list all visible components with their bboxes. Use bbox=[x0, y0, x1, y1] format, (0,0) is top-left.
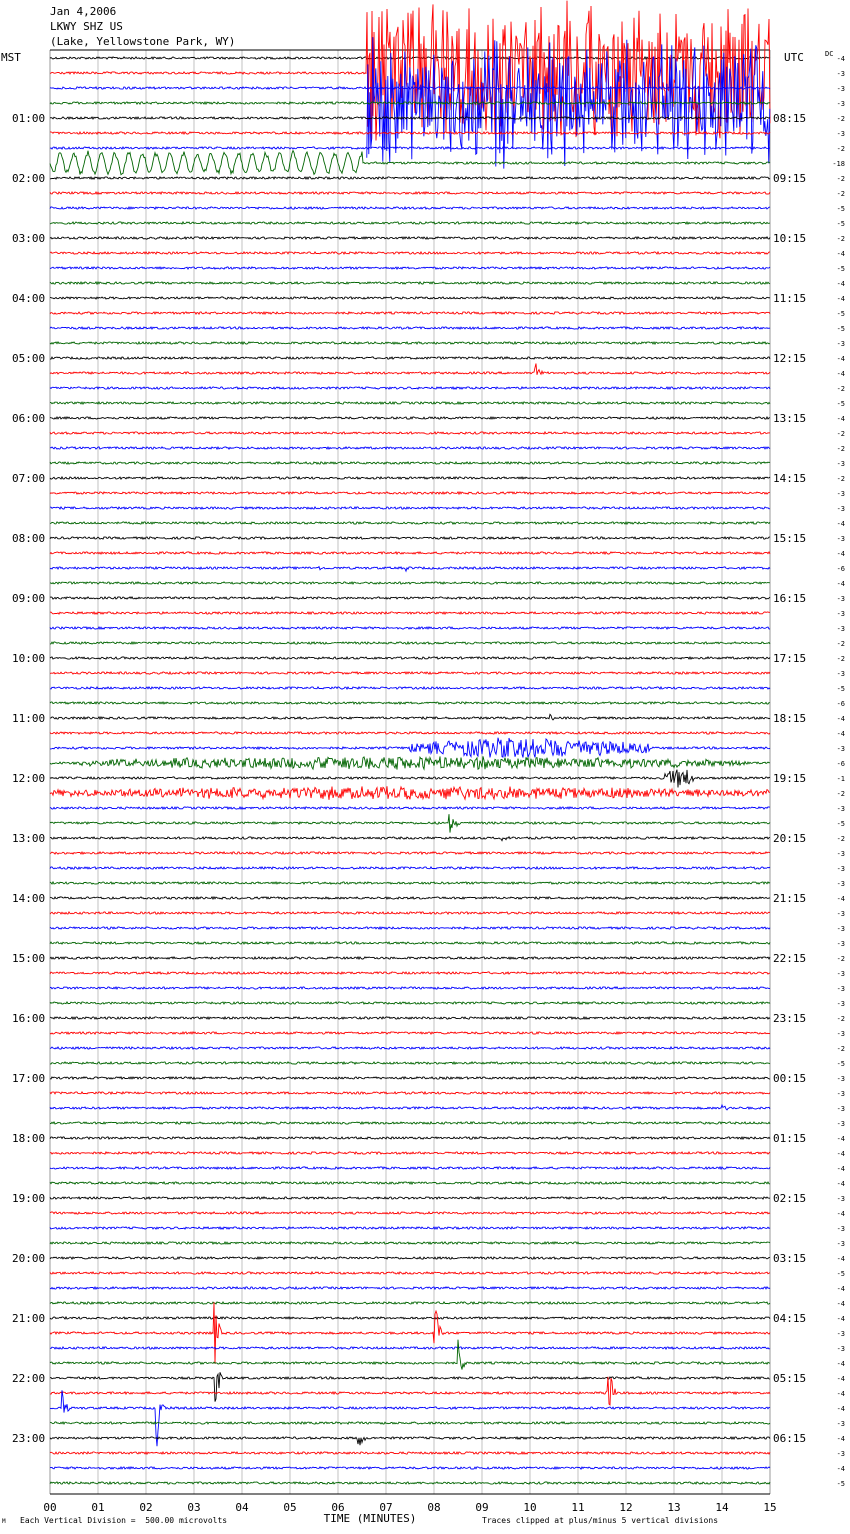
dc-offset-label: -4 bbox=[836, 1375, 845, 1383]
dc-offset-label: -5 bbox=[836, 1480, 845, 1488]
left-tick-label: 23:00 bbox=[12, 1432, 46, 1445]
right-tick-label: 17:15 bbox=[773, 652, 807, 665]
trace-line-11 bbox=[50, 222, 770, 224]
right-tick-label: 21:15 bbox=[773, 892, 807, 905]
dc-offset-label: -3 bbox=[836, 1000, 845, 1008]
trace-line-77 bbox=[50, 1212, 770, 1214]
trace-line-79 bbox=[50, 1242, 770, 1244]
left-tick-label: 09:00 bbox=[12, 592, 46, 605]
dc-offset-label: -3 bbox=[836, 595, 845, 603]
x-tick-label: 12 bbox=[619, 1501, 633, 1514]
dc-offset-label: -3 bbox=[836, 805, 845, 813]
dc-offset-label: -4 bbox=[836, 250, 845, 258]
trace-line-84 bbox=[50, 1317, 770, 1319]
trace-line-56 bbox=[50, 897, 770, 899]
left-tick-label: 12:00 bbox=[12, 772, 46, 785]
right-tick-label: 16:15 bbox=[773, 592, 807, 605]
right-tick-label: 13:15 bbox=[773, 412, 807, 425]
dc-offset-label: -4 bbox=[836, 1255, 845, 1263]
x-tick-label: 00 bbox=[43, 1501, 57, 1514]
left-tick-label: 16:00 bbox=[12, 1012, 46, 1025]
trace-line-58 bbox=[50, 927, 770, 929]
dc-offset-label: -4 bbox=[836, 1165, 845, 1173]
trace-line-66 bbox=[50, 1047, 770, 1049]
dc-offset-label: -4 bbox=[836, 1360, 845, 1368]
trace-line-9 bbox=[50, 192, 770, 194]
x-tick-label: 04 bbox=[235, 1501, 249, 1514]
dc-offset-label: -6 bbox=[836, 760, 845, 768]
trace-line-41 bbox=[50, 672, 770, 674]
dc-offset-label: -18 bbox=[832, 160, 845, 168]
right-tick-label: 00:15 bbox=[773, 1072, 807, 1085]
x-axis-label: TIME (MINUTES) bbox=[323, 1512, 417, 1525]
trace-line-71 bbox=[50, 1122, 770, 1124]
dc-offset-label: -5 bbox=[836, 310, 845, 318]
dc-offset-label: -3 bbox=[836, 1105, 845, 1113]
dc-offset-label: -3 bbox=[836, 1330, 845, 1338]
dc-offset-label: -4 bbox=[836, 415, 845, 423]
dc-offset-label: -3 bbox=[836, 1345, 845, 1353]
trace-line-31 bbox=[50, 522, 770, 524]
dc-offset-label: -3 bbox=[836, 1450, 845, 1458]
trace-line-92 bbox=[50, 1437, 770, 1445]
dc-offset-label: -2 bbox=[836, 235, 845, 243]
trace-line-86 bbox=[50, 1347, 770, 1349]
x-tick-label: 14 bbox=[715, 1501, 729, 1514]
dc-offset-label: -2 bbox=[836, 475, 845, 483]
trace-line-85 bbox=[50, 1302, 770, 1364]
dc-offset-label: -4 bbox=[836, 1315, 845, 1323]
trace-line-7 bbox=[50, 151, 770, 175]
x-tick-label: 06 bbox=[331, 1501, 345, 1514]
trace-line-39 bbox=[50, 642, 770, 644]
trace-line-81 bbox=[50, 1272, 770, 1274]
dc-offset-label: -5 bbox=[836, 1270, 845, 1278]
dc-offset-label: -4 bbox=[836, 1180, 845, 1188]
dc-offset-label: -2 bbox=[836, 835, 845, 843]
dc-offset-label: -3 bbox=[836, 340, 845, 348]
dc-offset-label: -3 bbox=[836, 865, 845, 873]
dc-offset-label: -3 bbox=[836, 1120, 845, 1128]
dc-offset-label: -6 bbox=[836, 700, 845, 708]
right-tick-label: 05:15 bbox=[773, 1372, 807, 1385]
left-tick-label: 15:00 bbox=[12, 952, 46, 965]
dc-offset-label: -3 bbox=[836, 1420, 845, 1428]
dc-offset-label: -2 bbox=[836, 385, 845, 393]
x-tick-label: 08 bbox=[427, 1501, 441, 1514]
trace-line-45 bbox=[50, 732, 770, 734]
right-tick-label: 11:15 bbox=[773, 292, 807, 305]
trace-line-10 bbox=[50, 207, 770, 209]
left-tick-label: 13:00 bbox=[12, 832, 46, 845]
dc-offset-label: -5 bbox=[836, 1060, 845, 1068]
trace-line-67 bbox=[50, 1062, 770, 1064]
trace-line-42 bbox=[50, 687, 770, 689]
trace-line-49 bbox=[50, 786, 770, 800]
dc-offset-label: -3 bbox=[836, 625, 845, 633]
dc-offset-label: -2 bbox=[836, 1015, 845, 1023]
dc-offset-label: -3 bbox=[836, 100, 845, 108]
x-tick-label: 07 bbox=[379, 1501, 393, 1514]
x-tick-label: 02 bbox=[139, 1501, 153, 1514]
right-tick-label: 14:15 bbox=[773, 472, 807, 485]
left-tick-label: 14:00 bbox=[12, 892, 46, 905]
trace-line-12 bbox=[50, 237, 770, 239]
footer-scale-note: Each Vertical Division = 500.00 microvolts bbox=[20, 1516, 228, 1525]
trace-line-14 bbox=[50, 267, 770, 269]
dc-offset-label: -4 bbox=[836, 730, 845, 738]
dc-offset-label: -3 bbox=[836, 940, 845, 948]
dc-offset-label: -4 bbox=[836, 1135, 845, 1143]
trace-line-19 bbox=[50, 342, 770, 344]
trace-line-93 bbox=[50, 1452, 770, 1454]
dc-offset-label: -2 bbox=[836, 640, 845, 648]
trace-line-33 bbox=[50, 552, 770, 554]
dc-offset-label: -3 bbox=[836, 1195, 845, 1203]
right-tick-label: 04:15 bbox=[773, 1312, 807, 1325]
right-tick-label: 09:15 bbox=[773, 172, 807, 185]
dc-offset-label: -3 bbox=[836, 610, 845, 618]
dc-offset-label: -3 bbox=[836, 1090, 845, 1098]
trace-line-36 bbox=[50, 597, 770, 599]
dc-offset-label: -4 bbox=[836, 1390, 845, 1398]
left-tick-label: 20:00 bbox=[12, 1252, 46, 1265]
header-station: LKWY SHZ US bbox=[50, 20, 123, 33]
trace-line-13 bbox=[50, 252, 770, 254]
footer-clip-note: Traces clipped at plus/minus 5 vertical divisions bbox=[482, 1516, 719, 1525]
trace-line-8 bbox=[50, 177, 770, 179]
trace-line-4 bbox=[50, 117, 770, 119]
dc-offset-label: -5 bbox=[836, 265, 845, 273]
dc-offset-label: -2 bbox=[836, 430, 845, 438]
left-tick-label: 21:00 bbox=[12, 1312, 46, 1325]
trace-line-3 bbox=[50, 102, 770, 104]
dc-offset-label: -3 bbox=[836, 970, 845, 978]
x-tick-label: 03 bbox=[187, 1501, 201, 1514]
dc-offset-label: -4 bbox=[836, 1300, 845, 1308]
dc-offset-label: -2 bbox=[836, 655, 845, 663]
trace-line-89 bbox=[50, 1377, 770, 1405]
dc-offset-label: -4 bbox=[836, 1285, 845, 1293]
header-location: (Lake, Yellowstone Park, WY) bbox=[50, 35, 236, 48]
trace-line-6 bbox=[50, 147, 770, 149]
trace-line-95 bbox=[50, 1482, 770, 1484]
dc-offset-label: -3 bbox=[836, 70, 845, 78]
left-tick-label: 01:00 bbox=[12, 112, 46, 125]
trace-line-68 bbox=[50, 1077, 770, 1079]
dc-offset-label: -3 bbox=[836, 910, 845, 918]
dc-offset-label: -3 bbox=[836, 85, 845, 93]
x-tick-label: 13 bbox=[667, 1501, 681, 1514]
right-tick-label: 15:15 bbox=[773, 532, 807, 545]
dc-offset-label: -5 bbox=[836, 820, 845, 828]
trace-line-54 bbox=[50, 867, 770, 869]
trace-line-30 bbox=[50, 507, 770, 509]
dc-offset-label: -3 bbox=[836, 535, 845, 543]
trace-line-64 bbox=[50, 1017, 770, 1019]
trace-line-18 bbox=[50, 327, 770, 329]
trace-line-76 bbox=[50, 1197, 770, 1199]
trace-line-29 bbox=[50, 492, 770, 494]
dc-offset-label: -4 bbox=[836, 1150, 845, 1158]
trace-line-73 bbox=[50, 1152, 770, 1154]
trace-line-35 bbox=[50, 582, 770, 584]
trace-line-91 bbox=[50, 1422, 770, 1424]
dc-offset-label: -3 bbox=[836, 1240, 845, 1248]
x-tick-label: 10 bbox=[523, 1501, 537, 1514]
left-tick-label: 18:00 bbox=[12, 1132, 46, 1145]
dc-offset-label: -3 bbox=[836, 1225, 845, 1233]
left-tick-label: 05:00 bbox=[12, 352, 46, 365]
trace-line-65 bbox=[50, 1032, 770, 1034]
trace-line-28 bbox=[50, 477, 770, 479]
dc-offset-label: -3 bbox=[836, 850, 845, 858]
trace-line-38 bbox=[50, 627, 770, 629]
trace-line-15 bbox=[50, 282, 770, 284]
dc-offset-label: -3 bbox=[836, 745, 845, 753]
trace-line-16 bbox=[50, 297, 770, 299]
trace-line-27 bbox=[50, 462, 770, 464]
left-tick-label: 07:00 bbox=[12, 472, 46, 485]
trace-line-60 bbox=[50, 957, 770, 959]
left-axis-label: MST bbox=[1, 51, 21, 64]
right-tick-label: 18:15 bbox=[773, 712, 807, 725]
trace-line-46 bbox=[50, 738, 770, 758]
trace-line-40 bbox=[50, 657, 770, 659]
dc-offset-label: -4 bbox=[836, 895, 845, 903]
trace-line-88 bbox=[50, 1372, 770, 1401]
dc-offset-label: -4 bbox=[836, 520, 845, 528]
right-tick-label: 23:15 bbox=[773, 1012, 807, 1025]
dc-offset-label: -4 bbox=[836, 370, 845, 378]
trace-line-25 bbox=[50, 432, 770, 434]
trace-line-23 bbox=[50, 402, 770, 404]
dc-offset-label: -4 bbox=[836, 1405, 845, 1413]
dc-offset-label: -5 bbox=[836, 685, 845, 693]
dc-offset-label: -5 bbox=[836, 325, 845, 333]
dc-offset-label: -3 bbox=[836, 670, 845, 678]
dc-offset-label: -4 bbox=[836, 295, 845, 303]
dc-offset-label: -4 bbox=[836, 580, 845, 588]
left-tick-label: 11:00 bbox=[12, 712, 46, 725]
dc-offset-label: -3 bbox=[836, 460, 845, 468]
dc-offset-label: -2 bbox=[836, 1045, 845, 1053]
trace-line-83 bbox=[50, 1302, 770, 1304]
header-date: Jan 4,2006 bbox=[50, 5, 117, 18]
dc-offset-label: -5 bbox=[836, 400, 845, 408]
dc-offset-label: -1 bbox=[836, 775, 845, 783]
x-tick-label: 09 bbox=[475, 1501, 489, 1514]
dc-offset-label: -5 bbox=[836, 205, 845, 213]
x-tick-label: 01 bbox=[91, 1501, 105, 1514]
trace-line-69 bbox=[50, 1092, 770, 1094]
dc-corner-label: DC bbox=[825, 50, 834, 58]
dc-offset-label: -3 bbox=[836, 1030, 845, 1038]
dc-offset-label: -3 bbox=[836, 1075, 845, 1083]
dc-offset-label: -4 bbox=[836, 55, 845, 63]
dc-offset-label: -2 bbox=[836, 190, 845, 198]
trace-line-78 bbox=[50, 1227, 770, 1229]
right-tick-label: 22:15 bbox=[773, 952, 807, 965]
dc-offset-label: -3 bbox=[836, 505, 845, 513]
dc-offset-label: -4 bbox=[836, 1465, 845, 1473]
trace-line-50 bbox=[50, 807, 770, 809]
trace-line-20 bbox=[50, 357, 770, 359]
x-tick-label: 11 bbox=[571, 1501, 585, 1514]
trace-line-70 bbox=[50, 1105, 770, 1110]
dc-offset-label: -4 bbox=[836, 1435, 845, 1443]
left-tick-label: 19:00 bbox=[12, 1192, 46, 1205]
dc-offset-label: -4 bbox=[836, 1210, 845, 1218]
trace-line-43 bbox=[50, 702, 770, 704]
dc-offset-label: -4 bbox=[836, 280, 845, 288]
right-tick-label: 20:15 bbox=[773, 832, 807, 845]
right-tick-label: 08:15 bbox=[773, 112, 807, 125]
trace-line-17 bbox=[50, 312, 770, 314]
left-tick-label: 22:00 bbox=[12, 1372, 46, 1385]
trace-line-72 bbox=[50, 1137, 770, 1139]
trace-line-34 bbox=[50, 567, 770, 572]
trace-line-59 bbox=[50, 942, 770, 944]
trace-line-62 bbox=[50, 987, 770, 989]
dc-offset-label: -2 bbox=[836, 175, 845, 183]
trace-line-53 bbox=[50, 852, 770, 854]
left-tick-label: 02:00 bbox=[12, 172, 46, 185]
left-tick-label: 08:00 bbox=[12, 532, 46, 545]
trace-line-80 bbox=[50, 1257, 770, 1259]
trace-line-37 bbox=[50, 612, 770, 614]
dc-offset-label: -4 bbox=[836, 355, 845, 363]
dc-offset-label: -3 bbox=[836, 130, 845, 138]
dc-offset-label: -3 bbox=[836, 925, 845, 933]
trace-line-57 bbox=[50, 912, 770, 914]
x-tick-label: 05 bbox=[283, 1501, 297, 1514]
dc-offset-label: -2 bbox=[836, 115, 845, 123]
trace-line-51 bbox=[50, 814, 770, 832]
dc-offset-label: -5 bbox=[836, 220, 845, 228]
trace-line-75 bbox=[50, 1182, 770, 1184]
dc-offset-label: -3 bbox=[836, 880, 845, 888]
trace-line-63 bbox=[50, 1002, 770, 1004]
trace-line-74 bbox=[50, 1167, 770, 1169]
dc-offset-label: -2 bbox=[836, 790, 845, 798]
right-axis-label: UTC bbox=[784, 51, 804, 64]
right-tick-label: 19:15 bbox=[773, 772, 807, 785]
dc-offset-label: -6 bbox=[836, 565, 845, 573]
trace-line-24 bbox=[50, 417, 770, 419]
trace-line-22 bbox=[50, 387, 770, 389]
trace-line-87 bbox=[50, 1340, 770, 1370]
trace-line-26 bbox=[50, 447, 770, 449]
trace-line-21 bbox=[50, 364, 770, 375]
right-tick-label: 03:15 bbox=[773, 1252, 807, 1265]
left-tick-label: 17:00 bbox=[12, 1072, 46, 1085]
left-tick-label: 04:00 bbox=[12, 292, 46, 305]
x-tick-label: 15 bbox=[763, 1501, 777, 1514]
trace-line-82 bbox=[50, 1287, 770, 1289]
right-tick-label: 10:15 bbox=[773, 232, 807, 245]
dc-offset-label: -3 bbox=[836, 490, 845, 498]
left-tick-label: 10:00 bbox=[12, 652, 46, 665]
right-tick-label: 02:15 bbox=[773, 1192, 807, 1205]
dc-offset-label: -2 bbox=[836, 145, 845, 153]
trace-line-5 bbox=[50, 132, 770, 134]
dc-offset-label: -3 bbox=[836, 985, 845, 993]
dc-offset-label: -2 bbox=[836, 445, 845, 453]
trace-line-61 bbox=[50, 972, 770, 974]
trace-line-32 bbox=[50, 537, 770, 539]
trace-line-47 bbox=[50, 756, 770, 769]
right-tick-label: 12:15 bbox=[773, 352, 807, 365]
right-tick-label: 01:15 bbox=[773, 1132, 807, 1145]
trace-line-52 bbox=[50, 837, 770, 841]
right-tick-label: 06:15 bbox=[773, 1432, 807, 1445]
dc-offset-label: -4 bbox=[836, 715, 845, 723]
footer-corner-mark: M bbox=[2, 1518, 6, 1525]
trace-line-44 bbox=[50, 714, 770, 720]
trace-line-94 bbox=[50, 1467, 770, 1469]
trace-line-55 bbox=[50, 882, 770, 884]
trace-line-48 bbox=[50, 770, 770, 788]
dc-offset-label: -4 bbox=[836, 550, 845, 558]
left-tick-label: 06:00 bbox=[12, 412, 46, 425]
dc-offset-label: -2 bbox=[836, 955, 845, 963]
left-tick-label: 03:00 bbox=[12, 232, 46, 245]
